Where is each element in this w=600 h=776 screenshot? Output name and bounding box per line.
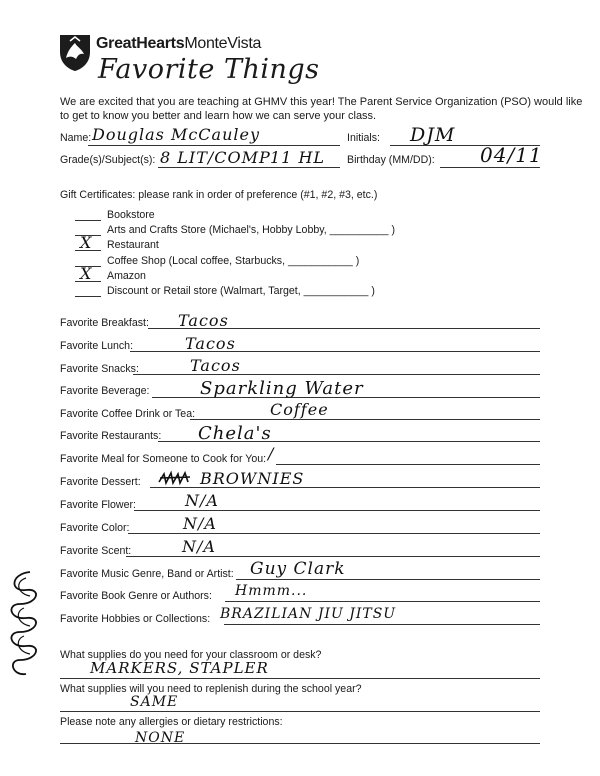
- gift-option-label: Bookstore: [107, 209, 155, 221]
- gift-option-label: Coffee Shop (Local coffee, Starbucks, ___________ ): [107, 255, 360, 267]
- birthday-label: Birthday (MM/DD):: [347, 154, 435, 166]
- gift-mark[interactable]: X: [80, 233, 93, 252]
- question-answer[interactable]: SAME: [130, 694, 179, 710]
- favorite-value[interactable]: N/A: [183, 514, 217, 533]
- favorite-line: [126, 556, 540, 557]
- gift-rank-line: [75, 220, 101, 221]
- favorite-line: [224, 624, 540, 625]
- grade-value-1[interactable]: 8 LIT/COMP: [160, 148, 271, 167]
- favorite-line: [128, 533, 540, 534]
- initials-label: Initials:: [347, 132, 380, 144]
- favorite-value[interactable]: /: [268, 444, 275, 463]
- favorite-label: Favorite Snacks:: [60, 363, 139, 375]
- brand-bold: GreatHearts: [96, 35, 185, 52]
- favorite-label: Favorite Music Genre, Band or Artist:: [60, 568, 234, 580]
- gift-option-label: Amazon: [107, 270, 146, 282]
- scribble-mark: [158, 470, 192, 486]
- favorite-label: Favorite Meal for Someone to Cook for You:: [60, 453, 267, 465]
- gift-option-label: Arts and Crafts Store (Michael's, Hobby Lobby, __________ ): [107, 224, 396, 236]
- gift-option-label: Restaurant: [107, 239, 159, 251]
- great-hearts-shield-logo: [58, 32, 92, 72]
- gift-mark[interactable]: X: [80, 264, 93, 283]
- page-title: Favorite Things: [98, 54, 320, 85]
- favorite-value[interactable]: Sparkling Water: [200, 378, 364, 399]
- favorite-label: Favorite Beverage:: [60, 385, 150, 397]
- answer-line: [60, 743, 540, 744]
- favorite-label: Favorite Dessert:: [60, 476, 141, 488]
- favorite-value[interactable]: BRAZILIAN JIU JITSU: [220, 606, 397, 622]
- intro-line-2: to get to know you better and learn how we can serve your class.: [60, 110, 377, 122]
- answer-line: [60, 711, 540, 712]
- gift-option-label: Discount or Retail store (Walmart, Target, ___________ ): [107, 285, 375, 297]
- favorite-value[interactable]: Chela's: [198, 423, 272, 444]
- favorite-label: Favorite Coffee Drink or Tea:: [60, 408, 196, 420]
- favorite-value[interactable]: N/A: [182, 537, 216, 556]
- favorite-value[interactable]: BROWNIES: [200, 469, 305, 488]
- question-answer[interactable]: MARKERS, STAPLER: [90, 659, 269, 677]
- favorite-label: Favorite Restaurants:: [60, 430, 162, 442]
- favorite-value[interactable]: Tacos: [185, 334, 236, 353]
- grade-line: [158, 167, 340, 168]
- favorite-value[interactable]: Coffee: [270, 400, 329, 419]
- question-label: What supplies will you need to replenish during the school year?: [60, 683, 362, 695]
- name-line: [88, 145, 340, 146]
- intro-line-1: We are excited that you are teaching at GHMV this year! The Parent Service Organization (PSO) would like: [60, 96, 583, 108]
- favorite-value[interactable]: N/A: [185, 491, 219, 510]
- favorite-label: Favorite Breakfast:: [60, 317, 149, 329]
- birthday-line: [440, 167, 540, 168]
- brand-light: MonteVista: [184, 35, 262, 52]
- favorite-label: Favorite Book Genre or Authors:: [60, 590, 212, 602]
- favorite-value[interactable]: Hmmm...: [235, 583, 308, 599]
- favorite-line: [134, 510, 540, 511]
- question-label: What supplies do you need for your classroom or desk?: [60, 649, 322, 661]
- favorite-label: Favorite Hobbies or Collections:: [60, 613, 211, 625]
- answer-line: [60, 678, 540, 679]
- favorite-label: Favorite Scent:: [60, 545, 132, 557]
- birthday-value[interactable]: 04/11: [480, 143, 543, 167]
- favorite-label: Favorite Lunch:: [60, 340, 134, 352]
- favorite-line: [190, 419, 540, 420]
- question-answer[interactable]: NONE: [135, 730, 186, 746]
- favorite-value[interactable]: Tacos: [178, 311, 229, 330]
- favorite-label: Favorite Color:: [60, 522, 130, 534]
- name-value[interactable]: Douglas McCauley: [92, 125, 261, 144]
- brand-name: [96, 35, 261, 53]
- margin-doodle: [4, 568, 44, 680]
- gift-rank-line: [75, 296, 101, 297]
- name-label: Name:: [60, 132, 92, 144]
- favorite-line: [225, 601, 540, 602]
- favorite-line: [236, 579, 540, 580]
- favorite-label: Favorite Flower:: [60, 499, 136, 511]
- favorite-line: [276, 464, 540, 465]
- gift-heading: Gift Certificates: please rank in order of preference (#1, #2, #3, etc.): [60, 189, 378, 201]
- favorite-value[interactable]: Guy Clark: [250, 559, 346, 579]
- grade-label: Grade(s)/Subject(s):: [60, 154, 156, 166]
- initials-value[interactable]: DJM: [410, 124, 456, 146]
- question-label: Please note any allergies or dietary restrictions:: [60, 716, 283, 728]
- favorite-value[interactable]: Tacos: [190, 356, 241, 375]
- grade-value-2[interactable]: 11 HL: [270, 148, 326, 167]
